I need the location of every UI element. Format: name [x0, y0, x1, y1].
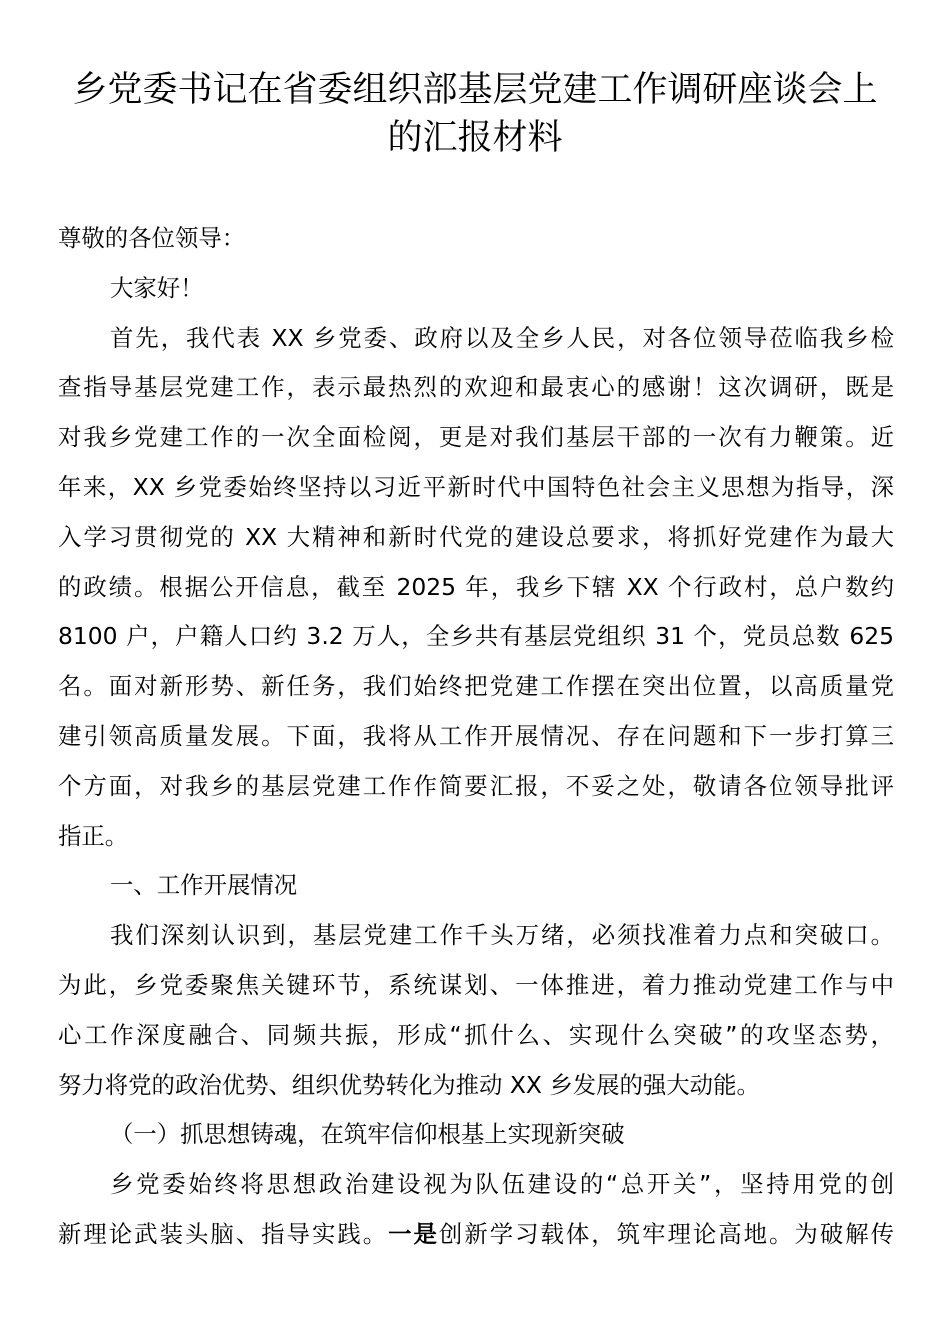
greeting: 大家好！	[110, 273, 204, 302]
intro-line: 建引领高质量发展。下面，我将从工作开展情况、存在问题和下一步打算三	[58, 721, 894, 750]
title-line-1: 乡党委书记在省委组织部基层党建工作调研座谈会上	[72, 70, 878, 110]
document-title	[40, 66, 910, 162]
section-heading: 一、工作开展情况	[110, 871, 298, 900]
subsection-line-mixed	[58, 1214, 894, 1264]
intro-line: 的政绩。根据公开信息，截至 2025 年，我乡下辖 XX 个行政村，总户数约	[58, 572, 894, 601]
subsection-heading: （一）抓思想铸魂，在筑牢信仰根基上实现新突破	[110, 1120, 625, 1149]
intro-line: 8100 户，户籍人口约 3.2 万人，全乡共有基层党组织 31 个，党员总数 625	[58, 622, 894, 651]
salutation: 尊敬的各位领导：	[58, 224, 246, 252]
bold-text-segment: 一是	[388, 1219, 439, 1248]
intro-line: 首先，我代表 XX 乡党委、政府以及全乡人民，对各位领导莅临我乡检	[110, 323, 894, 352]
text-segment: 创新学习载体，筑牢理论高地。为破解传	[438, 1219, 895, 1248]
subsection-line: 乡党委始终将思想政治建设视为队伍建设的“总开关”，坚持用党的创	[110, 1170, 894, 1199]
intro-line: 名。面对新形势、新任务，我们始终把党建工作摆在突出位置，以高质量党	[58, 672, 894, 701]
section-line: 我们深刻认识到，基层党建工作千头万绪，必须找准着力点和突破口。	[110, 921, 894, 950]
intro-line: 入学习贯彻党的 XX 大精神和新时代党的建设总要求，将抓好党建作为最大	[58, 522, 894, 551]
title-line-2: 的汇报材料	[387, 118, 563, 158]
intro-line: 年来，XX 乡党委始终坚持以习近平新时代中国特色社会主义思想为指导，深	[58, 472, 894, 501]
intro-line: 对我乡党建工作的一次全面检阅，更是对我们基层干部的一次有力鞭策。近	[58, 423, 894, 452]
section-line: 心工作深度融合、同频共振，形成“抓什么、实现什么突破”的攻坚态势，	[58, 1020, 894, 1049]
text-segment: 新理论武装头脑、指导实践。	[58, 1219, 389, 1248]
intro-line: 查指导基层党建工作，表示最热烈的欢迎和最衷心的感谢！这次调研，既是	[58, 373, 894, 402]
intro-line: 个方面，对我乡的基层党建工作作简要汇报，不妥之处，敬请各位领导批评	[58, 771, 894, 800]
section-line: 努力将党的政治优势、组织优势转化为推动 XX 乡发展的强大动能。	[58, 1070, 760, 1099]
intro-line: 指正。	[58, 821, 129, 850]
document-body	[58, 218, 894, 1264]
section-line: 为此，乡党委聚焦关键环节，系统谋划、一体推进，着力推动党建工作与中	[58, 970, 894, 999]
